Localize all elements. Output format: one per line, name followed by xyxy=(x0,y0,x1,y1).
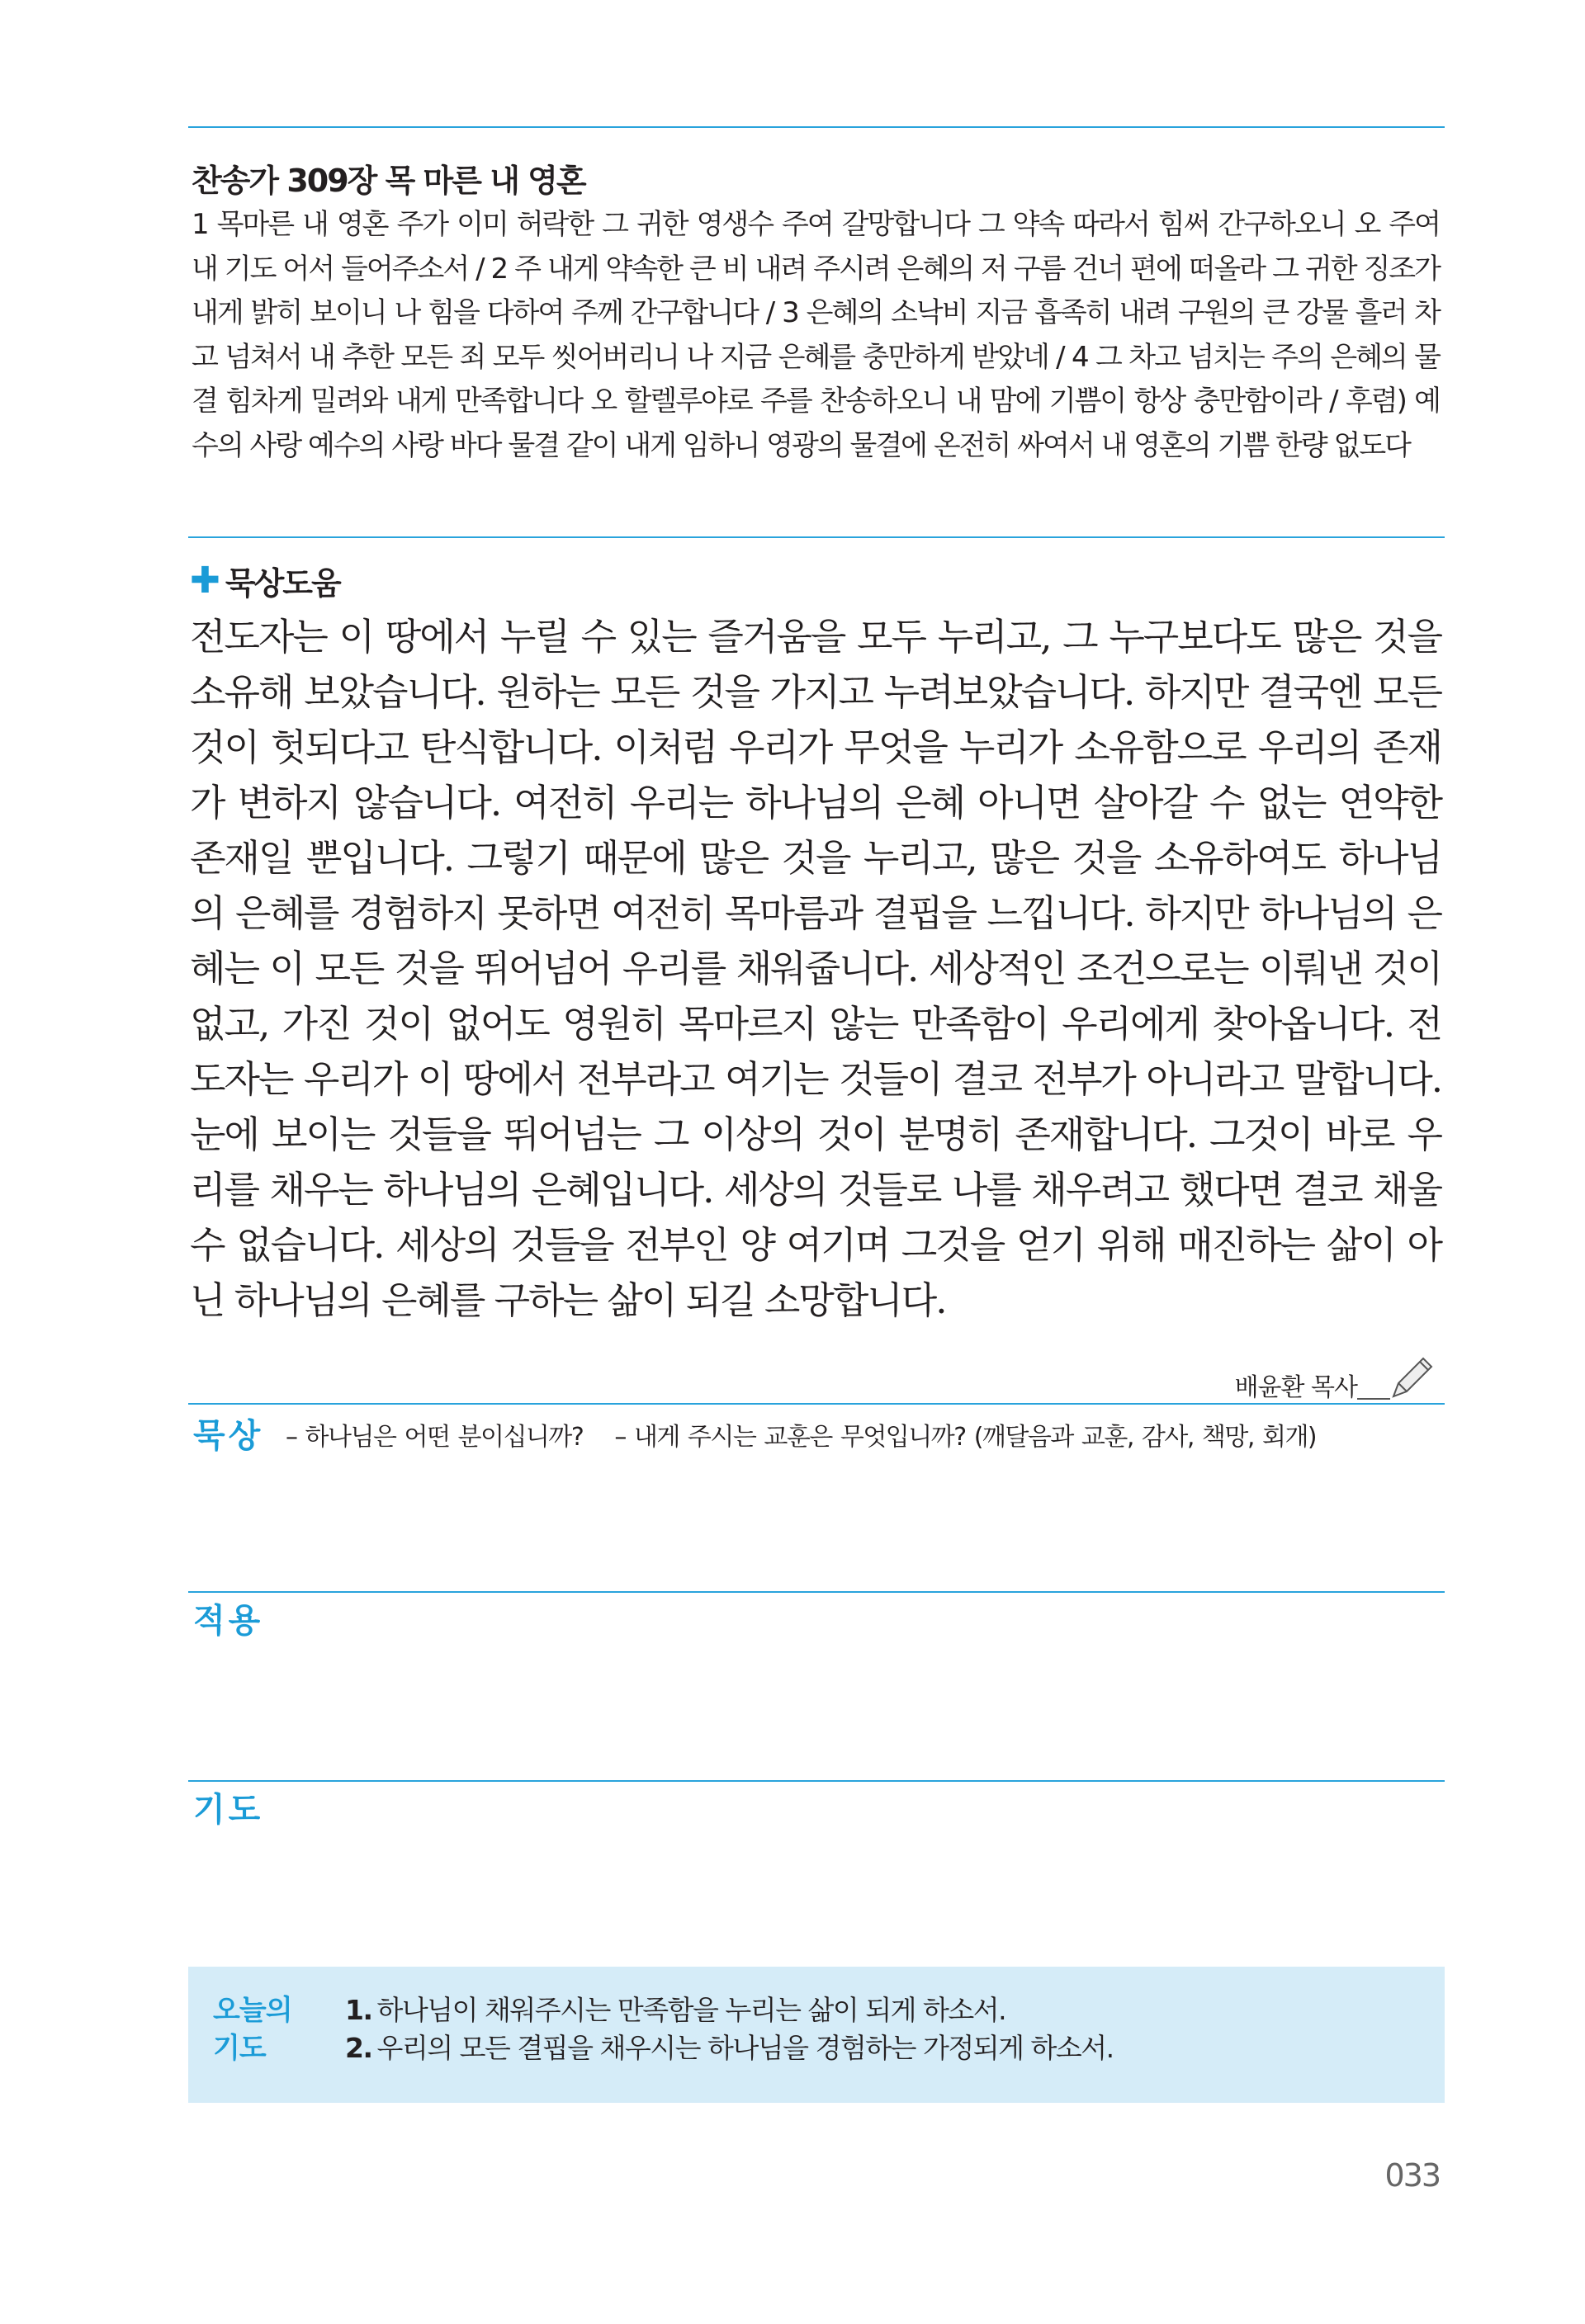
prayer-divider xyxy=(188,1780,1445,1782)
prayer-item xyxy=(345,1991,1114,2029)
prayer-item xyxy=(345,2029,1114,2067)
todays-prayer-label-line2: 기도 xyxy=(213,2032,266,2065)
top-divider xyxy=(188,126,1445,128)
prayer-item-number: 1. xyxy=(345,1994,372,2026)
meditation-help-body: 전도자는 이 땅에서 누릴 수 있는 즐거움을 모두 누리고, 그 누구보다도 많은 것을 소유해 보았습니다. 원하는 모든 것을 가지고 누려보았습니다. 하지만 결국엔 모든 것이 헛되다고 탄식합니다. 이처럼 우리가 무엇을 누리가 소유함으로 우리의 존재가 변하지 않습니다. 여전히 우리는 하나님의 은혜 아니면 살아갈 수 없는 연약한 존재일 뿐입니다. 그렇기 때문에 많은 것을 누리고, 많은 것을 소유하여도 하나님의 은혜를 경험하지 못하면 여전히 목마름과 결핍을 느낍니다. 하지만 하나님의 은혜는 이 모든 것을 뛰어넘어 우리를 채워줍니다. 세상적인 조건으로는 이뤄낸 것이 없고, 가진 것이 없어도 영원히 목마르지 않는 만족함이 우리에게 찾아옵니다. 전도자는 우리가 이 땅에서 전부라고 여기는 것들이 결코 전부가 아니라고 말합니다. 눈에 보이는 것들을 뛰어넘는 그 이상의 것이 분명히 존재합니다. 그것이 바로 우리를 채우는 하나님의 은혜입니다. 세상의 것들로 나를 채우려고 했다면 결코 채울 수 없습니다. 세상의 것들을 전부인 양 여기며 그것을 얻기 위해 매진하는 삶이 아닌 하나님의 은혜를 구하는 삶이 되길 소망합니다. xyxy=(190,615,1441,1322)
meditation-label: 묵상 xyxy=(193,1417,264,1455)
application-divider xyxy=(188,1591,1445,1593)
prayer-item-number: 2. xyxy=(345,2032,372,2064)
hymn-divider xyxy=(188,536,1445,538)
hymn-title: 찬송가 309장 목 마른 내 영혼 xyxy=(192,163,585,199)
application-label: 적용 xyxy=(193,1602,264,1640)
author-signature xyxy=(1235,1353,1436,1403)
author-name: 배윤환 목사 xyxy=(1234,1373,1357,1402)
meditation-help-title: 묵상도움 xyxy=(225,565,340,602)
prayer-label: 기도 xyxy=(193,1791,264,1829)
meditation-divider xyxy=(188,1403,1445,1405)
meditation-questions xyxy=(286,1416,1339,1452)
signature-line xyxy=(1357,1398,1390,1400)
plus-icon: ✚ xyxy=(190,559,219,602)
todays-prayer-box xyxy=(188,1967,1445,2103)
prayer-item-text: 우리의 모든 결핍을 채우시는 하나님을 경험하는 가정되게 하소서. xyxy=(376,2032,1114,2064)
hymn-lyrics: 1 목마른 내 영혼 주가 이미 허락한 그 귀한 영생수 주여 갈망합니다 그 약속 따라서 힘써 간구하오니 오 주여 내 기도 어서 들어주소서 / 2 주 내게 약속한 큰 비 내려 주시려 은혜의 저 구름 건너 편에 떠올라 그 귀한 징조가 내게 밝히 보이니 나 힘을 다하여 주께 간구합니다 / 3 은혜의 소낙비 지금 흡족히 내려 구원의 큰 강물 흘러 차고 넘쳐서 내 추한 모든 죄 모두 씻어버리니 나 지금 은혜를 충만하게 받았네 / 4 그 차고 넘치는 주의 은혜의 물결 힘차게 밀려와 내게 만족합니다 오 할렐루야로 주를 찬송하오니 내 맘에 기쁨이 항상 충만함이라 / 후렴) 예수의 사랑 예수의 사랑 바다 물결 같이 내게 임하니 영광의 물결에 온전히 싸여서 내 영혼의 기쁨 한량 없도다 xyxy=(192,208,1440,462)
pencil-icon xyxy=(1387,1353,1436,1403)
page-number: 033 xyxy=(1384,2157,1440,2194)
prayer-item-text: 하나님이 채워주시는 만족함을 누리는 삶이 되게 하소서. xyxy=(376,1994,1006,2026)
meditation-help-heading xyxy=(190,558,340,603)
meditation-question-1: – 하나님은 어떤 분이십니까? xyxy=(286,1423,584,1452)
todays-prayer-label xyxy=(213,1991,292,2067)
todays-prayer-label-line1: 오늘의 xyxy=(213,1994,292,2027)
todays-prayer-list xyxy=(345,1991,1114,2067)
meditation-question-2: – 내게 주시는 교훈은 무엇입니까? (깨달음과 교훈, 감사, 책망, 회개) xyxy=(614,1423,1317,1452)
